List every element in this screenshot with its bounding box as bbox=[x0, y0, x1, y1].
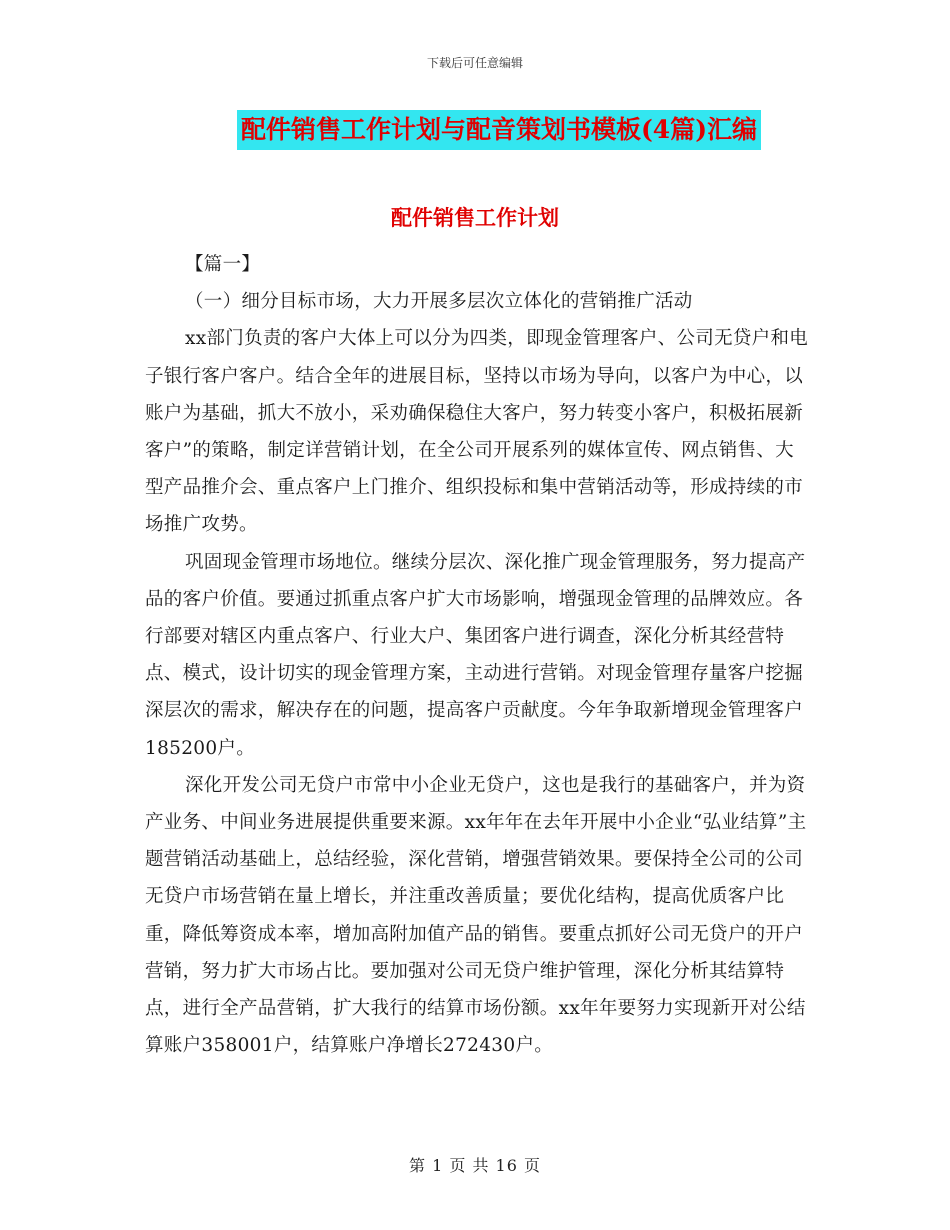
document-body bbox=[145, 246, 810, 1064]
document-title: 配件销售工作计划与配音策划书模板(4篇)汇编 bbox=[237, 110, 761, 150]
header-note: 下载后可任意编辑 bbox=[426, 56, 523, 70]
heading-1: （一）细分目标市场，大力开展多层次立体化的营销推广活动 bbox=[185, 291, 693, 313]
paragraph-3: 深化开发公司无贷户市常中小企业无贷户，这也是我行的基础客户，并为资产业务、中间业务进展提供重要来源。xx年年在去年开展中小企业“弘业结算”主题营销活动基础上，总结经验，深化营销，增强营销效果。要保持全公司的公司无贷户市场营销在量上增长，并注重改善质量；要优化结构，提高优质客户比重，降低筹资成本率，增加高附加值产品的销售。要重点抓好公司无贷户的开户营销，努力扩大市场占比。要加强对公司无贷户维护管理，深化分析其结算特点，进行全产品营销，扩大我行的结算市场份额。xx年年要努力实现新开对公结算账户358001户，结算账户净增长272430户。 bbox=[145, 774, 807, 1057]
page-footer: 第 1 页 共 16 页 bbox=[409, 1156, 541, 1175]
part-label: 【篇一】 bbox=[185, 254, 261, 275]
document-title-container bbox=[0, 110, 950, 150]
paragraph-1: xx部门负责的客户大体上可以分为四类，即现金管理客户、公司无贷户和电子银行客户客户。结合全年的进展目标，坚持以市场为导向，以客户为中心，以账户为基础，抓大不放小，采劝确保稳住大客户，努力转变小客户，积极拓展新客户”的策略，制定详营销计划，在全公司开展系列的媒体宣传、网点销售、大型产品推介会、重点客户上门推介、组织投标和集中营销活动等，形成持续的市场推广攻势。 bbox=[145, 328, 809, 536]
section-title: 配件销售工作计划 bbox=[391, 205, 559, 230]
paragraph-2: 巩固现金管理市场地位。继续分层次、深化推广现金管理服务，努力提高产品的客户价值。要通过抓重点客户扩大市场影响，增强现金管理的品牌效应。各行部要对辖区内重点客户、行业大户、集团客户进行调查，深化分析其经营特点、模式，设计切实的现金管理方案，主动进行营销。对现金管理存量客户挖掘深层次的需求，解决存在的问题，提高客户贡献度。今年争取新增现金管理客户185200户。 bbox=[145, 551, 806, 759]
